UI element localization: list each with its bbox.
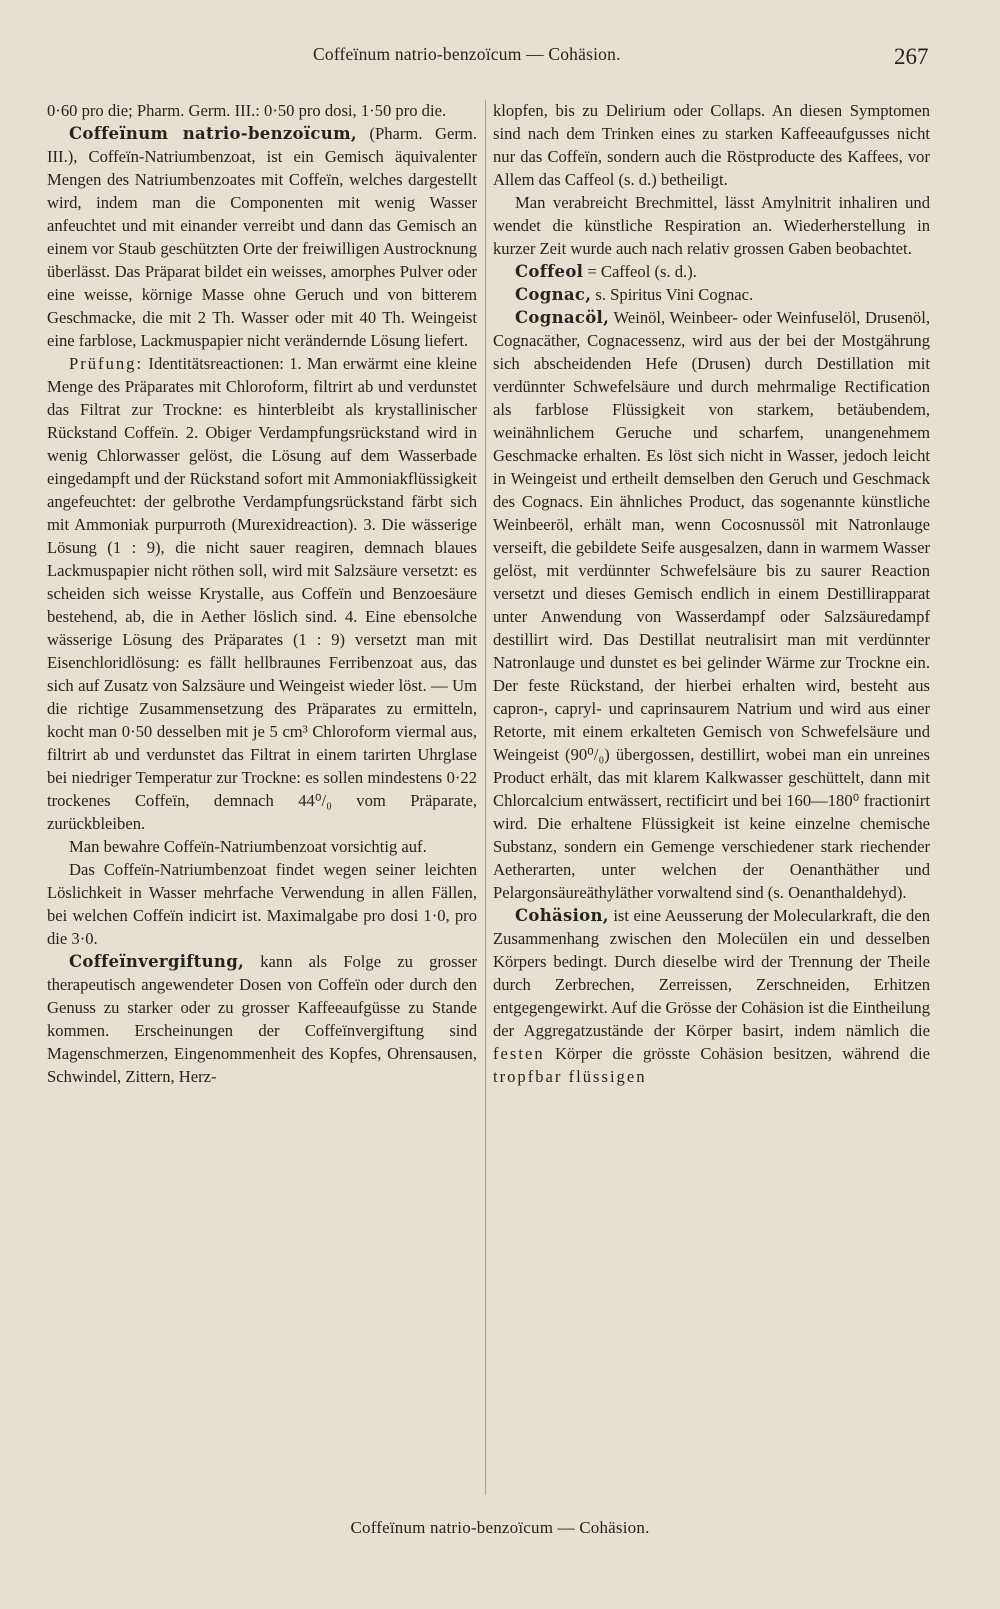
paragraph: 0·60 pro die; Pharm. Germ. III.: 0·50 pro dosi, 1·50 pro die. xyxy=(47,101,447,120)
entry-text: (Pharm. Germ. III.), Coffeïn-Natriumbenzoat, ist ein Gemisch äquivalenter Mengen des Natriumbenzoates mit Coffeïn, welches dargestellt wird, indem man die Componenten mit wenig Wasser anfeuchtet und mit einander verreibt und dann das Gemisch an einem vor Staub geschützten Orte der freiwilligen Austrocknung überlässt. Das Präparat bildet ein weisses, amorphes Pulver oder eine weisse, körnige Masse ohne Geruch und von bitterem Geschmacke, die mit 2 Th. Wasser oder mit 40 Th. Weingeist eine farblose, Lackmuspapier nicht verändernde Lösung liefert. xyxy=(47,124,477,350)
entry-cognac xyxy=(493,283,930,306)
entry-coffeol xyxy=(493,260,930,283)
headword: Cognacöl, xyxy=(515,308,610,327)
entry-text: s. Spiritus Vini Cognac. xyxy=(591,285,754,304)
entry-text: kann als Folge zu grosser therapeutisch angewendeter Dosen von Coffeïn oder durch den Genuss zu starker oder zu grosser Kaffeeaufgüsse zu Stande kommen. Erscheinungen der Coffeïnvergiftung sind Magenschmerzen, Eingenommenheit des Kopfes, Ohrensausen, Schwindel, Zittern, Herz- xyxy=(47,952,477,1086)
paragraph-text: Identitätsreactionen: 1. Man erwärmt eine kleine Menge des Präparates mit Chloroform, filtrirt ab und verdunstet das Filtrat zur Trockne: es hinterbleibt als krystallinischer Rückstand Coffeïn. 2. Obiger Verdampfungsrückstand wird in wenig Chlorwasser gelöst, die Lösung auf dem Wasserbade eingedampft und der Rückstand sofort mit Ammoniakflüssigkeit angefeuchtet: der gelbrothe Verdampfungsrückstand färbt sich mit Ammoniak purpurroth (Murexidreaction). 3. Die wässerige Lösung (1 : 9), die nicht sauer reagiren, demnach blaues Lackmuspapier nicht röthen soll, wird mit Salzsäure versetzt: es scheiden sich weisse Krystalle, aus Coffeïn und Benzoesäure bestehend, ab, die in Aether löslich sind. 4. Eine ebensolche wässerige Lösung des Präparates (1 : 9) versetzt man mit Eisenchloridlösung: es fällt hellbraunes Ferribenzoat aus, das sich auf Zusatz von Salzsäure und Weingeist wieder löst. — Um die richtige Zusammensetzung des Präparates zu ermitteln, kocht man 0·50 desselben mit je 5 cm³ Chloroform viermal aus, filtrirt ab und verdunstet das Filtrat in einem tarirten Uhrglase bei niedriger Temperatur zur Trockne: es sollen mindestens 0·22 trockenes Coffeïn, demnach 44⁰/₀ vom Präparate, zurückbleiben. xyxy=(47,354,477,833)
right-column xyxy=(493,99,930,1088)
entry-text: Weinöl, Weinbeer- oder Weinfuselöl, Drusenöl, Cognacäther, Cognacessenz, wird aus der bei der Mostgährung sich abscheidenden Hefe (Drusen) durch Destillation mit verdünnter Schwefelsäure und durch mehrmalige Rectification als farblose Flüssigkeit von starkem, betäubendem, weinähnlichem Geruche und scharfem, unangenehmem Geschmacke erhalten. Es löst sich nicht in Wasser, jedoch leicht in Weingeist und ertheilt demselben den Geruch und Geschmack des Cognacs. Ein ähnliches Product, das sogenannte künstliche Weinbeeröl, erhält man, wenn Cocosnussöl mit Natronlauge verseift, die gebildete Seife ausgesalzen, dann in warmem Wasser gelöst, mit verdünnter Schwefelsäure bis zu saurer Reaction versetzt und dieses Gemisch endlich in einem Destillirapparat unter Anwendung von Wasserdampf oder Salzsäuredampf destillirt wird. Das Destillat neutralisirt man mit verdünnter Natronlauge und dunstet es bei gelinder Wärme zur Trockne ein. Der feste Rückstand, der hierbei erhalten wird, besteht aus capron-, capryl- und caprinsaurem Natrium und wird aus einer Retorte, mit einem erkalteten Gemisch von Schwefelsäure und Weingeist (90⁰/₀) übergossen, destillirt, wobei man ein unreines Product erhält, das mit klarem Kalkwasser geschüttelt, dann mit Chlorcalcium entwässert, rectificirt und bei 160—180⁰ fractionirt wird. Die erhaltene Flüssigkeit ist keine einzelne chemische Substanz, sondern ein Gemenge verschiedener stark riechender Aetherarten, unter welchen der Oenanthäther und Pelargonsäureäthyläther vorwaltend sind (s. Oenanthaldehyd). xyxy=(493,308,930,902)
page-number: 267 xyxy=(894,44,929,69)
paragraph: Man verabreicht Brechmittel, lässt Amylnitrit inhaliren und wendet die künstliche Respiration an. Wiederherstellung in kurzer Zeit wurde auch nach relativ grossen Gaben beobachtet. xyxy=(493,193,930,258)
spaced-term: tropfbar flüssigen xyxy=(493,1067,647,1086)
column-divider xyxy=(485,100,486,1495)
paragraph: klopfen, bis zu Delirium oder Collaps. An diesen Symptomen sind nach dem Trinken eines zu starken Kaffeeaufgusses nicht nur das Coffeïn, sondern auch die Röstproducte des Kaffees, vor Allem das Caffeol (s. d.) betheiligt. xyxy=(493,101,930,189)
paragraph: Das Coffeïn-Natriumbenzoat findet wegen seiner leichten Löslichkeit in Wasser mehrfache Verwendung in allen Fällen, bei welchen Coffeïn indicirt ist. Maximalgabe pro dosi 1·0, pro die 3·0. xyxy=(47,860,477,948)
entry-coffeinum-natrio-benzoicum xyxy=(47,122,477,352)
headword: Coffeïnvergiftung, xyxy=(69,952,245,971)
entry-coffeinvergiftung xyxy=(47,950,477,1088)
entry-cohaesion xyxy=(493,904,930,1088)
spaced-term: Prüfung: xyxy=(69,354,144,373)
paragraph-pruefung xyxy=(47,352,477,835)
running-head: Coffeïnum natrio-benzoïcum — Cohäsion. xyxy=(313,44,621,64)
paragraph: Man bewahre Coffeïn-Natriumbenzoat vorsichtig auf. xyxy=(69,837,427,856)
entry-text: = Caffeol (s. d.). xyxy=(583,262,697,281)
entry-cognacoel xyxy=(493,306,930,904)
headword: Coffeol xyxy=(515,262,584,281)
spaced-term: festen xyxy=(493,1044,545,1063)
entry-text: Körper die grösste Cohäsion besitzen, während die xyxy=(544,1044,930,1063)
headword: Coffeïnum natrio-benzoïcum, xyxy=(69,124,357,143)
headword: Cognac, xyxy=(515,285,592,304)
entry-text: ist eine Aeusserung der Molecularkraft, die den Zusammenhang zwischen den Molecülen ein und desselben Körpers bedingt. Durch dieselbe wird der Trennung der Theile durch Zerbrechen, Zerreissen, Zerschneiden, Erhitzen entgegengewirkt. Auf die Grösse der Cohäsion ist die Eintheilung der Aggregatzustände der Körper basirt, indem nämlich die xyxy=(493,906,930,1040)
left-column xyxy=(47,99,477,1088)
page-footer: Coffeïnum natrio-benzoïcum — Cohäsion. xyxy=(350,1518,650,1537)
headword: Cohäsion, xyxy=(515,906,609,925)
